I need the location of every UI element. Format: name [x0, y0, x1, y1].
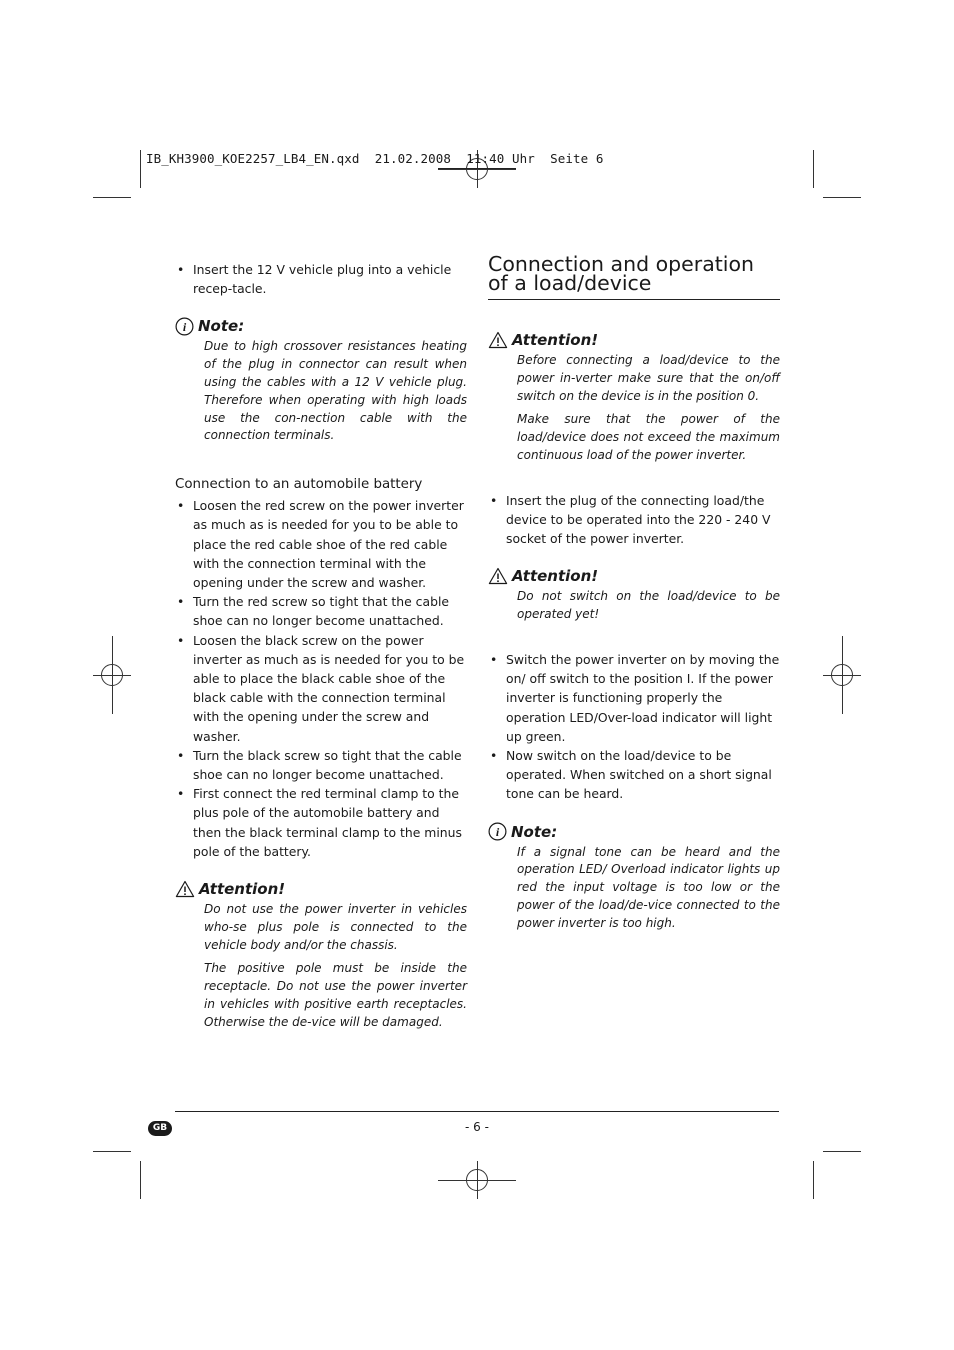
list-item: • Turn the black screw so tight that the cable shoe can no longer become unattached. [175, 746, 467, 784]
crop-mark [813, 150, 814, 188]
attention-text: Do not use the power inverter in vehicles who-se plus pole is connected to the vehicle body and/or the chassis. [204, 902, 467, 952]
left-column [175, 260, 467, 1032]
warning-icon [488, 567, 508, 585]
warning-icon [488, 331, 508, 349]
footer-rule [175, 1111, 779, 1112]
list-item: • Now switch on the load/device to be operated. When switched on a short signal tone can be heard. [488, 746, 780, 804]
attention-text: Do not switch on the load/device to be operated yet! [517, 589, 780, 622]
crop-mark [140, 1161, 141, 1199]
file-slug: IB_KH3900_KOE2257_LB4_EN.qxd 21.02.2008 11:40 Uhr Seite 6 [146, 151, 604, 166]
crop-mark [93, 197, 131, 198]
plug-list [488, 491, 780, 549]
note-body [488, 844, 780, 933]
list-item: • Insert the plug of the connecting load/the device to be operated into the 220 - 240 V socket of the power inverter. [488, 491, 780, 549]
registration-circle [831, 664, 853, 686]
attention-title: Attention! [512, 331, 599, 349]
page-number: - 6 - [465, 1120, 489, 1134]
note-heading [175, 316, 467, 336]
attention-title: Attention! [199, 880, 286, 899]
crop-mark [823, 197, 861, 198]
list-item: • Loosen the black screw on the power inverter as much as is needed for you to be able to place the black cable shoe of the black cable with the connection terminal with the opening under the screw and washer. [175, 631, 467, 746]
svg-text:i: i [495, 825, 500, 840]
list-item: • Insert the 12 V vehicle plug into a vehicle recep-tacle. [175, 260, 467, 298]
battery-steps-list [175, 496, 467, 861]
intro-list [175, 260, 467, 298]
info-icon [175, 317, 194, 336]
crop-mark [813, 1161, 814, 1199]
list-item: • Switch the power inverter on by moving the on/ off switch to the position I. If the power inverter is functioning properly the operation LED/Over-load indicator will light up green. [488, 650, 780, 746]
attention-body [488, 352, 780, 465]
note-title: Note: [198, 317, 245, 336]
country-badge: GB [148, 1121, 172, 1136]
svg-text:i: i [182, 319, 187, 334]
note-heading [488, 822, 780, 842]
attention-heading [488, 330, 780, 350]
crop-mark [823, 1151, 861, 1152]
attention-text: Before connecting a load/device to the power in-verter make sure that the on/off switch on the device is in the position 0. [517, 353, 780, 403]
registration-circle [466, 1169, 488, 1191]
warning-icon [175, 880, 195, 898]
list-item: • Loosen the red screw on the power inverter as much as is needed for you to be able to place the red cable shoe of the red cable with the connection terminal with the opening under the screw and washer. [175, 496, 467, 592]
attention-text: The positive pole must be inside the receptacle. Do not use the power inverter in vehicles with positive earth receptacles. Otherwise the de-vice will be damaged. [204, 961, 467, 1029]
crop-mark [140, 150, 141, 188]
attention-body [175, 901, 467, 1032]
slug-underline [438, 168, 516, 169]
operation-steps-list [488, 650, 780, 804]
registration-circle [101, 664, 123, 686]
note-body [175, 338, 467, 445]
attention-heading [175, 879, 467, 899]
note-text: Due to high crossover resistances heating of the plug in connector can result when using the cables with a 12 V vehicle plug. Therefore when operating with high loads use the con-nection cable with the connection terminals. [204, 339, 467, 443]
note-title: Note: [511, 822, 558, 841]
note-text: If a signal tone can be heard and the operation LED/ Overload indicator lights up red the input voltage is too low or the power of the load/de-vice connected to the power inverter is too high. [517, 844, 780, 930]
section-title: Connection and operation of a load/device [488, 255, 780, 300]
info-icon [488, 822, 507, 841]
attention-body [488, 588, 780, 624]
crop-mark [93, 1151, 131, 1152]
attention-title: Attention! [512, 567, 599, 586]
attention-text: Make sure that the power of the load/device does not exceed the maximum continuous load of the power inverter. [517, 412, 780, 462]
right-column [488, 252, 780, 933]
battery-heading: Connection to an automobile battery [175, 477, 423, 493]
list-item: • Turn the red screw so tight that the cable shoe can no longer become unattached. [175, 592, 467, 630]
list-item: • First connect the red terminal clamp to the plus pole of the automobile battery and then the black terminal clamp to the minus pole of the battery. [175, 784, 467, 861]
attention-heading [488, 566, 780, 586]
